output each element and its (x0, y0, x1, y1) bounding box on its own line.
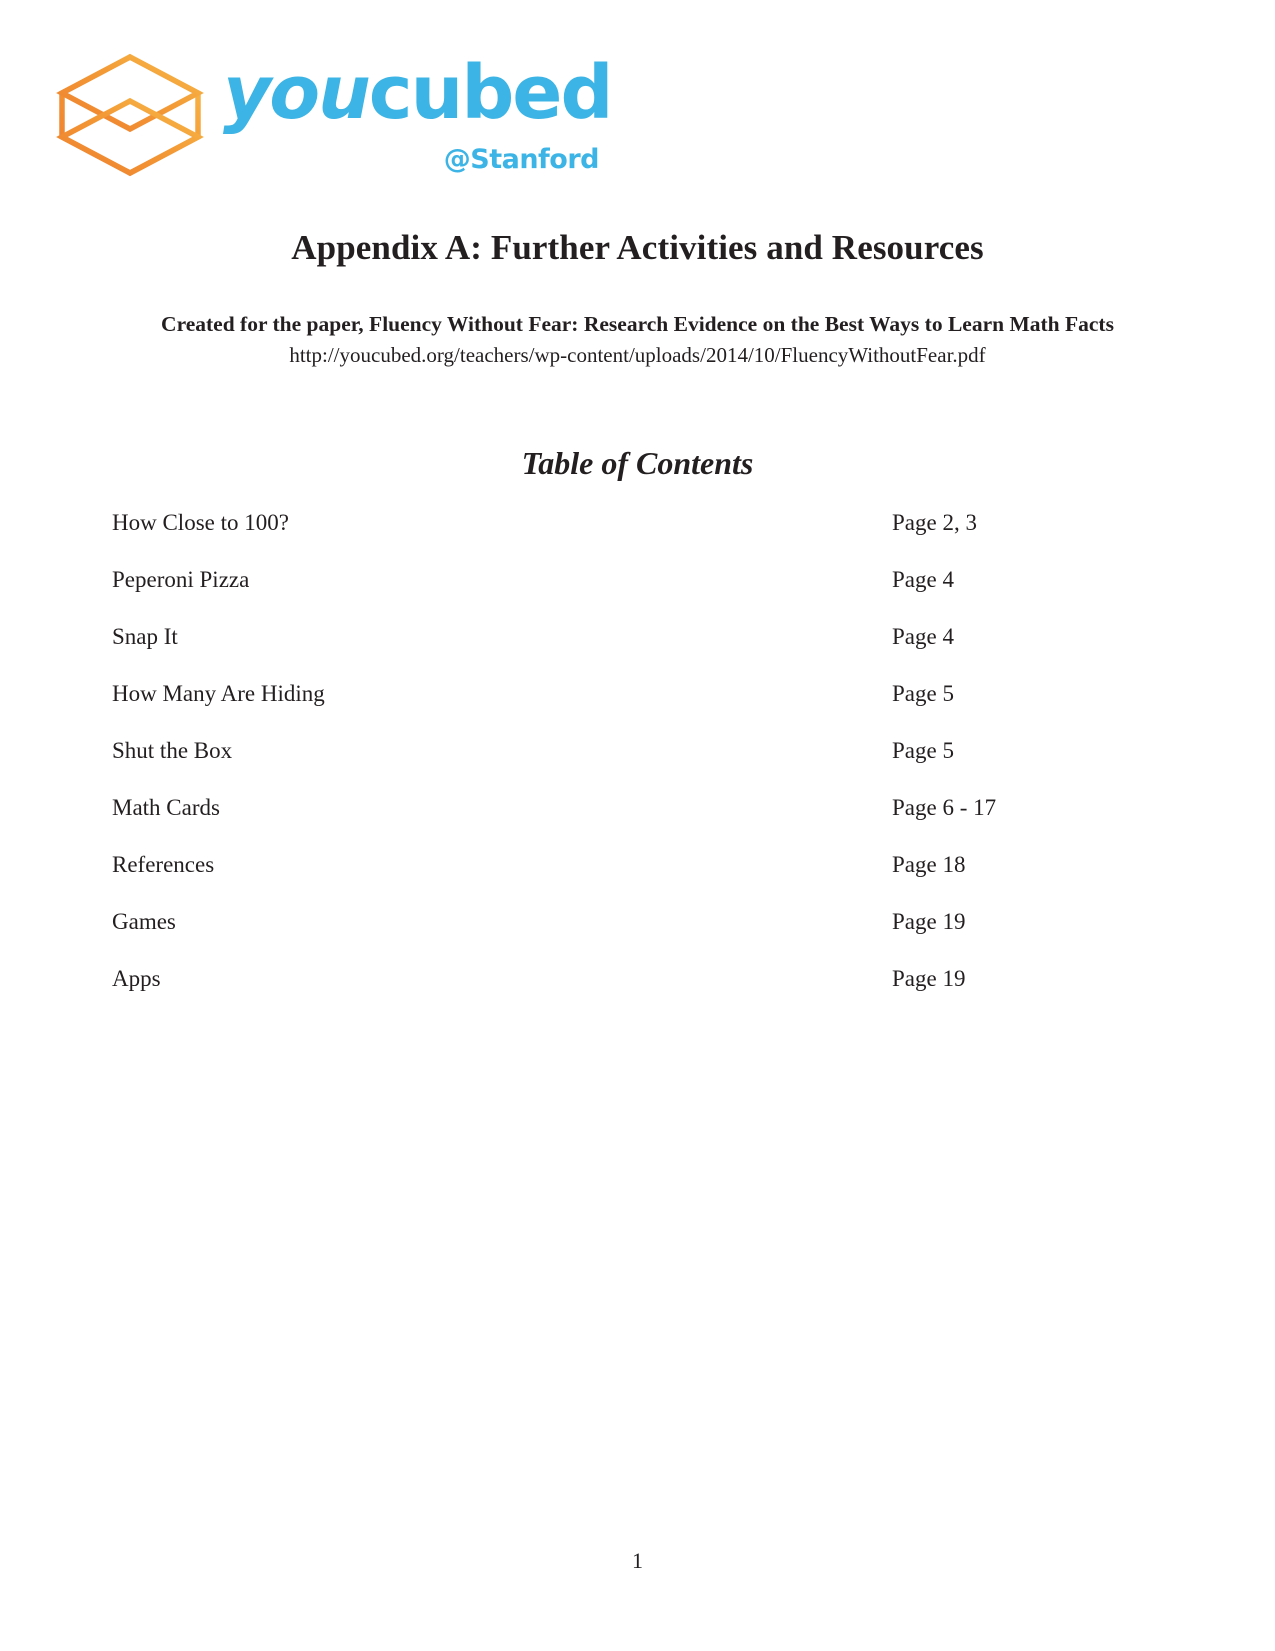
toc-row[interactable] (112, 567, 1112, 624)
toc-entry-page: Page 4 (892, 624, 954, 649)
wordmark-you: you (223, 50, 369, 136)
table-of-contents (112, 510, 1112, 1023)
page-title: Appendix A: Further Activities and Resources (291, 228, 984, 267)
document-subtitle: Created for the paper, Fluency Without Fear: Research Evidence on the Best Ways to Learn Math Facts (161, 312, 1114, 336)
toc-entry-title: References (112, 852, 215, 877)
brand-masthead (55, 48, 615, 178)
toc-row[interactable] (112, 795, 1112, 852)
toc-entry-page: Page 19 (892, 966, 966, 991)
toc-entry-title: Peperoni Pizza (112, 567, 250, 592)
footer-page-number: 1 (632, 1548, 643, 1573)
toc-entry-page: Page 4 (892, 567, 954, 592)
toc-entry-title: Math Cards (112, 795, 220, 820)
toc-row[interactable] (112, 909, 1112, 966)
toc-entry-title: How Many Are Hiding (112, 681, 325, 706)
toc-entry-page: Page 5 (892, 738, 954, 763)
wordmark-text (223, 50, 612, 136)
toc-entry-page: Page 6 - 17 (892, 795, 997, 820)
toc-row[interactable] (112, 966, 1112, 1023)
toc-entry-title: How Close to 100? (112, 510, 289, 535)
toc-row[interactable] (112, 681, 1112, 738)
toc-entry-page: Page 19 (892, 909, 966, 934)
toc-row[interactable] (112, 624, 1112, 681)
wordmark-cubed: cubed (368, 50, 612, 136)
toc-row[interactable] (112, 852, 1112, 909)
toc-entry-page: Page 18 (892, 852, 966, 877)
toc-entry-title: Snap It (112, 624, 178, 649)
toc-entry-title: Apps (112, 966, 161, 991)
youcubed-cube-logo-icon (55, 51, 205, 179)
toc-entry-page: Page 5 (892, 681, 954, 706)
table-of-contents-heading: Table of Contents (521, 445, 754, 481)
toc-row[interactable] (112, 510, 1112, 567)
toc-entry-title: Games (112, 909, 176, 934)
youcubed-wordmark (223, 50, 612, 176)
stanford-affiliation-label: @Stanford (443, 144, 599, 175)
toc-entry-title: Shut the Box (112, 738, 233, 763)
toc-entry-page: Page 2, 3 (892, 510, 977, 535)
document-source-url: http://youcubed.org/teachers/wp-content/uploads/2014/10/FluencyWithoutFear.pdf (289, 343, 986, 367)
toc-row[interactable] (112, 738, 1112, 795)
